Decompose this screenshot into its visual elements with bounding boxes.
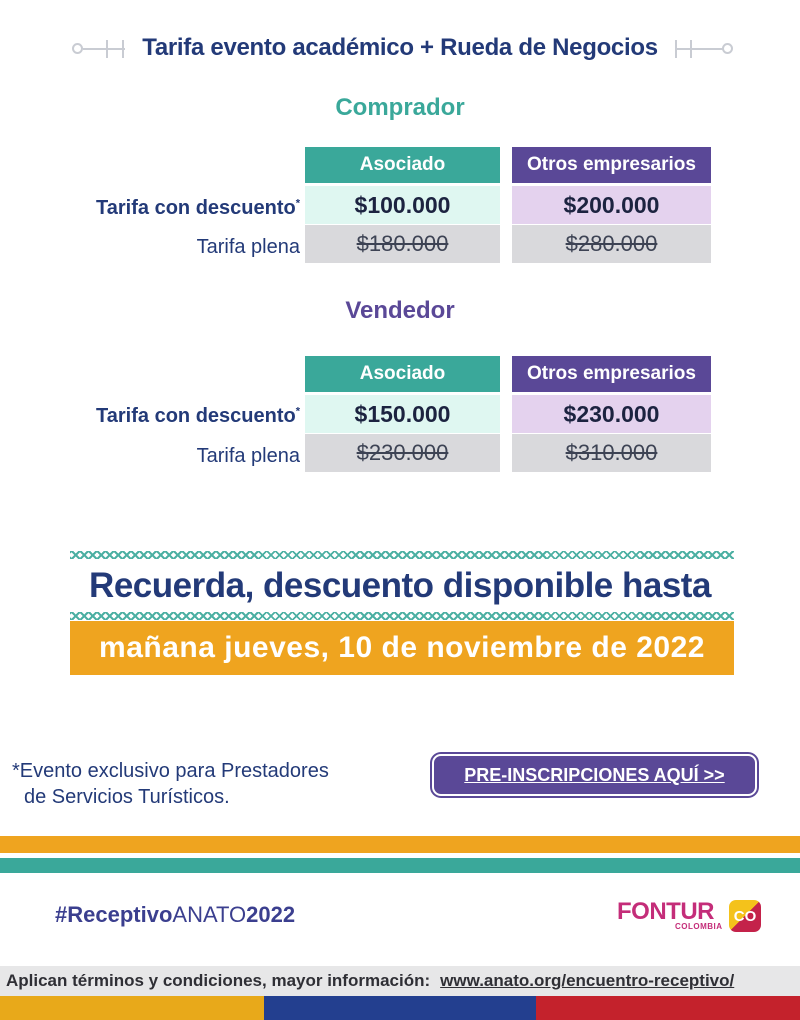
color-strip-blue	[264, 996, 536, 1020]
asterisk-marker: *	[295, 197, 300, 210]
decor-dot-right	[722, 43, 733, 54]
color-strip-yellow	[0, 996, 264, 1020]
row-label-full: Tarifa plena	[196, 445, 300, 467]
column-header-otros: Otros empresarios	[512, 147, 711, 183]
decor-band-orange	[0, 836, 800, 853]
page-title: Tarifa evento académico + Rueda de Negocios	[142, 34, 658, 61]
price-full-asociado: $230.000	[305, 434, 500, 472]
asterisk-marker: *	[295, 405, 300, 418]
price-full-asociado: $180.000	[305, 225, 500, 263]
column-header-otros: Otros empresarios	[512, 356, 711, 392]
row-label-discount	[0, 405, 300, 428]
exclusive-note	[12, 758, 392, 810]
reminder-headline: Recuerda, descuento disponible hasta	[89, 566, 711, 605]
exclusive-note-line1: *Evento exclusivo para Prestadores	[12, 760, 329, 782]
co-badge-icon: CO	[729, 900, 761, 932]
fontur-logo: FONTUR	[617, 898, 714, 925]
column-header-asociado: Asociado	[305, 147, 500, 183]
hashtag-part1: #Receptivo	[55, 902, 173, 927]
decor-zigzag-bottom	[70, 612, 734, 620]
price-discount-asociado: $100.000	[305, 186, 500, 224]
price-discount-otros: $230.000	[512, 395, 711, 433]
row-label-text: Tarifa con descuento	[96, 405, 296, 427]
section-title-comprador: Comprador	[335, 94, 465, 121]
decor-dot-left	[72, 43, 83, 54]
decor-zigzag-top	[70, 551, 734, 559]
hashtag-part3: 2022	[246, 902, 296, 927]
row-label-text: Tarifa con descuento	[96, 197, 296, 219]
price-discount-otros: $200.000	[512, 186, 711, 224]
column-header-asociado: Asociado	[305, 356, 500, 392]
decor-band-teal	[0, 858, 800, 873]
section-title-vendedor: Vendedor	[345, 297, 455, 324]
terms-bar	[0, 966, 800, 996]
row-label-discount	[0, 197, 300, 220]
decor-line-right	[677, 48, 723, 50]
exclusive-note-line2: de Servicios Turísticos.	[24, 786, 230, 808]
price-full-otros: $280.000	[512, 225, 711, 263]
reminder-date-banner: mañana jueves, 10 de noviembre de 2022	[70, 621, 734, 675]
fontur-logo-subtitle: COLOMBIA	[675, 922, 723, 931]
row-label-full: Tarifa plena	[196, 236, 300, 258]
pre-registration-button[interactable]: PRE-INSCRIPCIONES AQUÍ >>	[432, 754, 757, 796]
price-full-otros: $310.000	[512, 434, 711, 472]
hashtag-part2: ANATO	[172, 902, 247, 927]
price-discount-asociado: $150.000	[305, 395, 500, 433]
hashtag	[55, 902, 295, 928]
color-strip-red	[536, 996, 800, 1020]
terms-link[interactable]: www.anato.org/encuentro-receptivo/	[440, 971, 735, 990]
terms-text: Aplican términos y condiciones, mayor información:	[6, 971, 431, 990]
